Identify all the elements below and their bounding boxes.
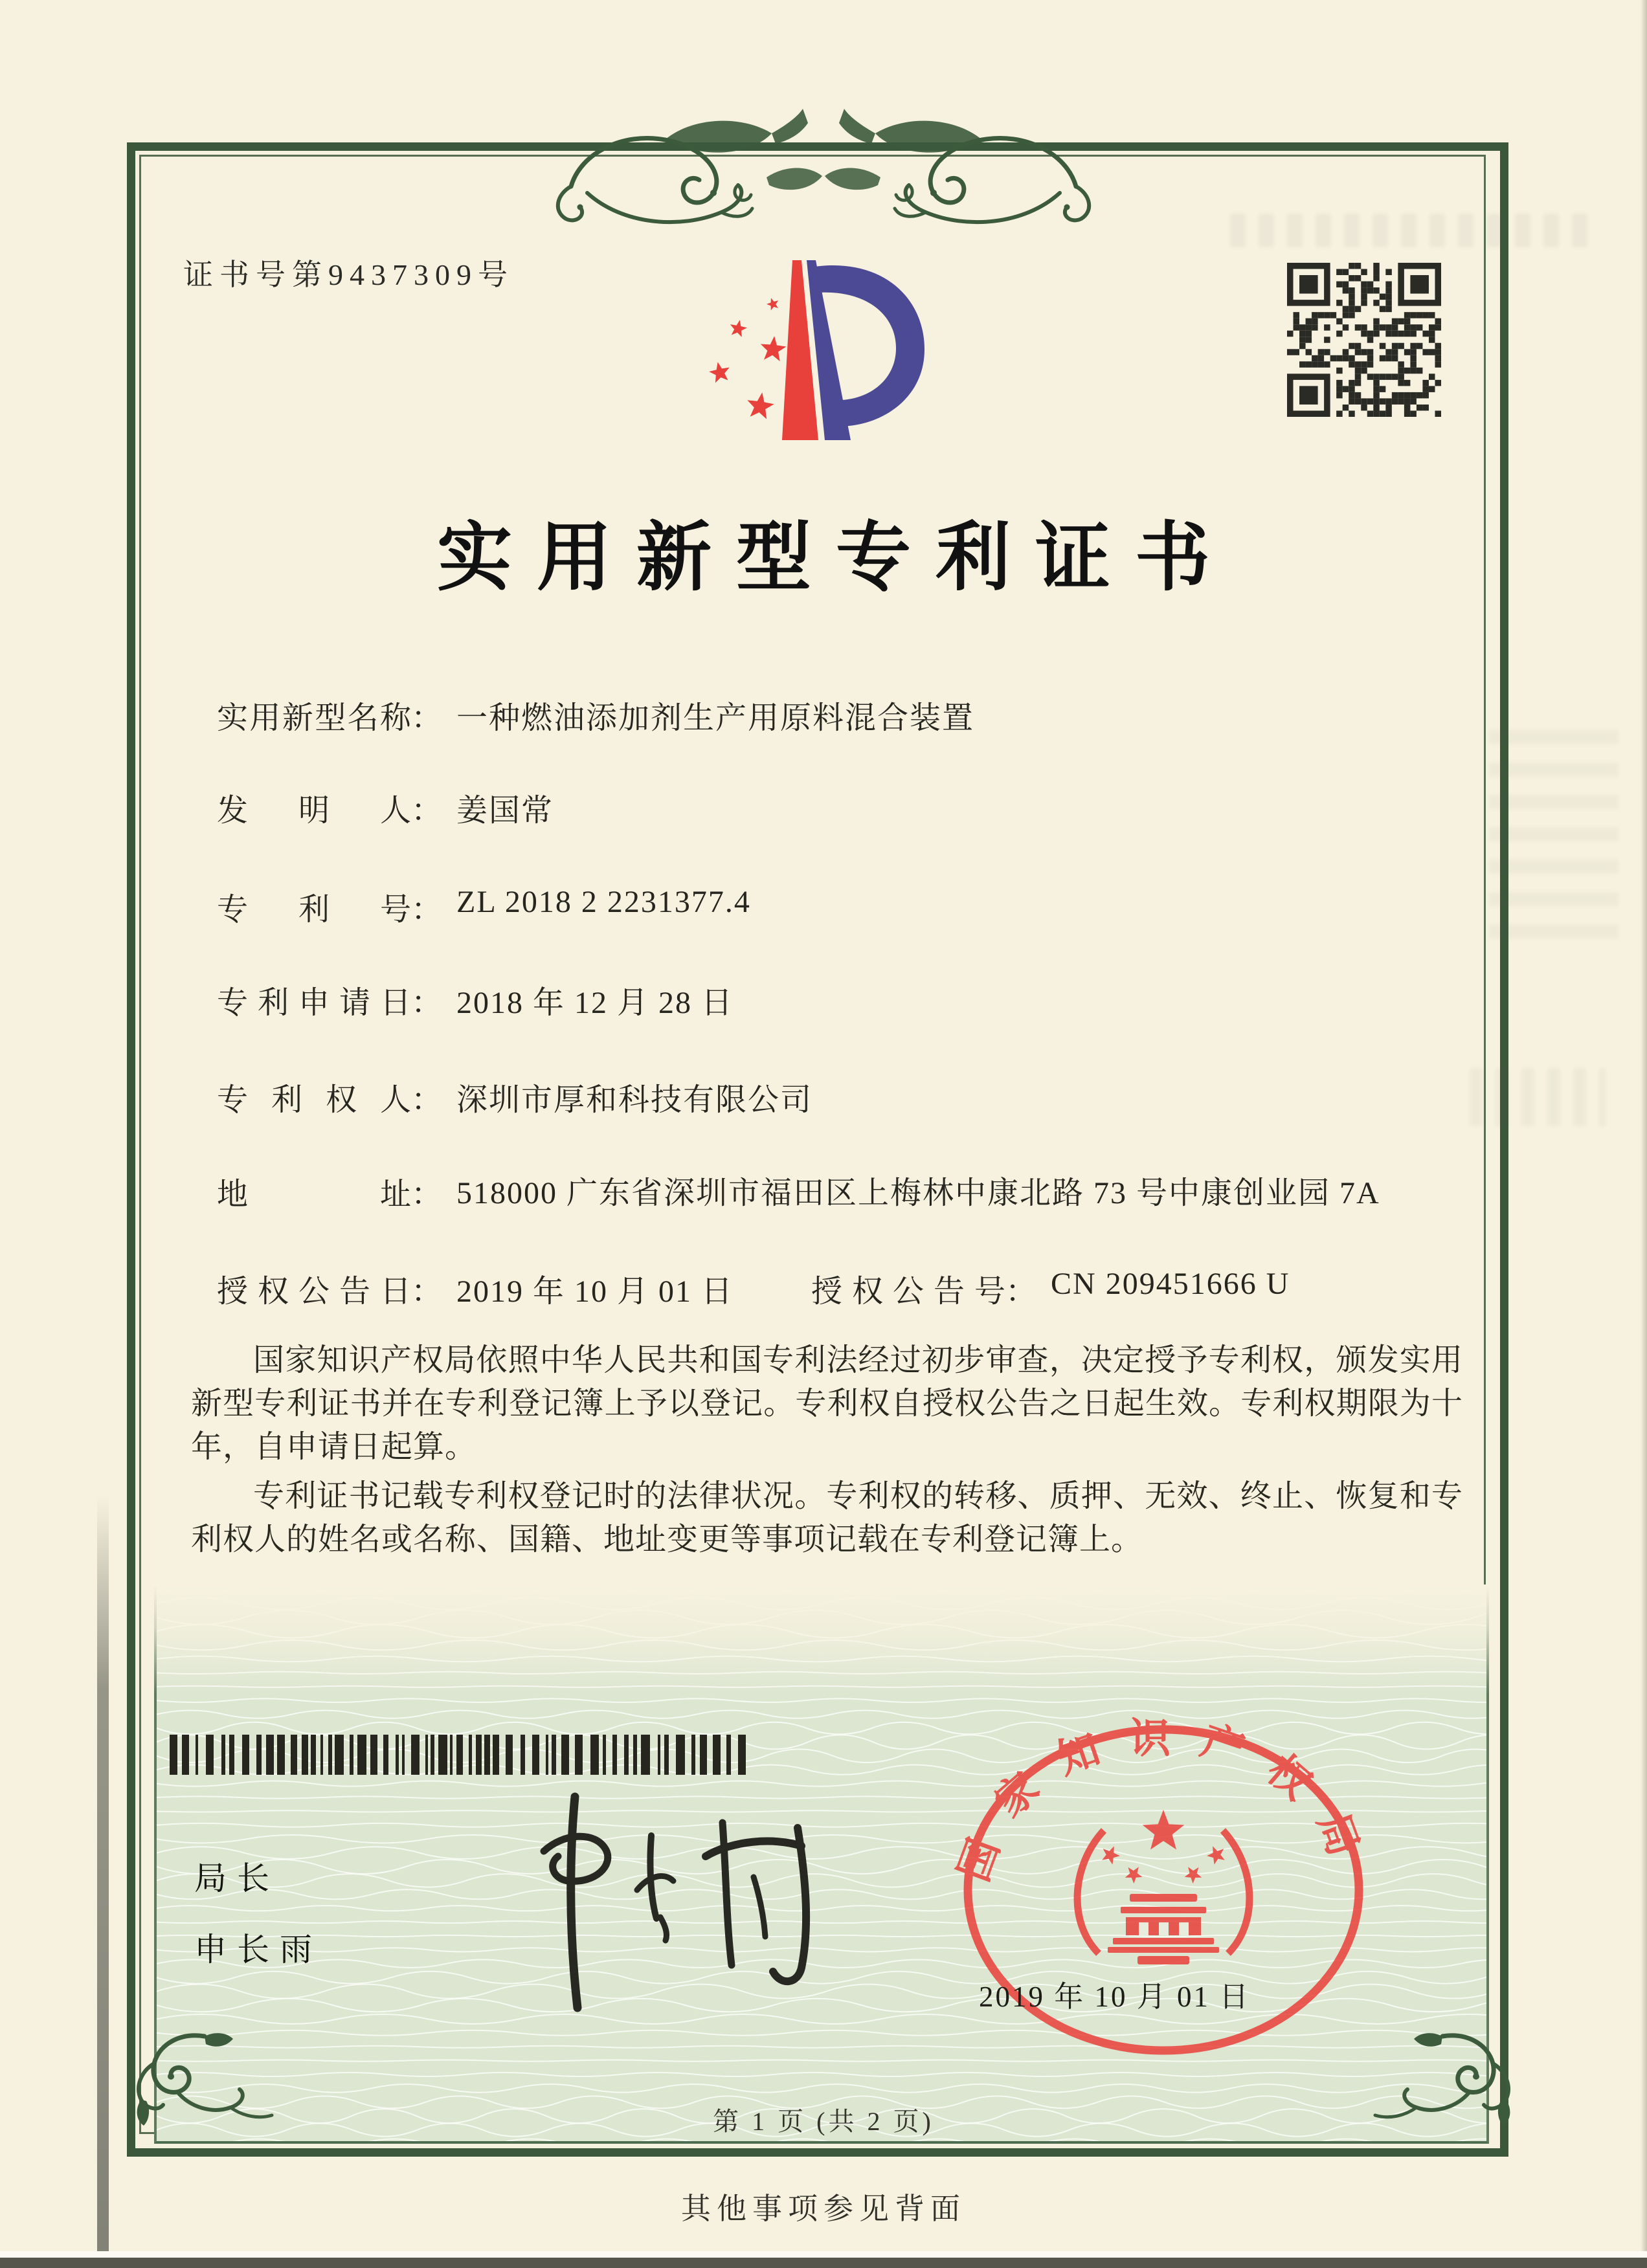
barcode-bar: [561, 1735, 569, 1775]
barcode-gap: [617, 1735, 624, 1775]
barcode-bar: [242, 1735, 249, 1775]
seal-date: 2019 年 10 月 01 日: [979, 1981, 1251, 2013]
field-label: 授权公告号: [811, 1274, 1005, 1309]
barcode-gap: [539, 1735, 546, 1775]
barcode-gap: [746, 1735, 753, 1775]
scan-edge-shadow-bottom: [0, 2258, 1647, 2268]
barcode-bar: [738, 1735, 746, 1775]
field-row-patent-no: [217, 884, 751, 929]
svg-text:国家知识产权局: [950, 1715, 1376, 1887]
barcode-gap: [569, 1735, 575, 1775]
field-row-filing-date: [217, 977, 734, 1022]
barcode-gap: [669, 1735, 676, 1775]
scan-edge-shadow-right: [1641, 0, 1647, 2268]
barcode-gap: [344, 1735, 350, 1775]
barcode-gap: [731, 1735, 738, 1775]
barcode-gap: [721, 1735, 726, 1775]
field-label: 发明人: [217, 794, 411, 828]
barcode-gap: [650, 1735, 658, 1775]
barcode-gap: [377, 1735, 383, 1775]
field-value: 姜国常: [456, 794, 554, 828]
barcode-gap: [388, 1735, 396, 1775]
barcode-gap: [629, 1735, 633, 1775]
barcode-gap: [513, 1735, 521, 1775]
barcode-bar: [506, 1735, 513, 1775]
barcode-gap: [249, 1735, 256, 1775]
barcode-gap: [214, 1735, 221, 1775]
barcode-bar: [484, 1735, 490, 1775]
field-row-address: [217, 1169, 1473, 1218]
page-title: 实用新型专利证书: [437, 515, 1235, 599]
scan-edge-white: [0, 2251, 1647, 2258]
barcode-bar: [493, 1735, 499, 1775]
field-label: 实用新型名称: [217, 701, 411, 735]
field-value: 2019 年 10 月 01 日: [456, 1274, 734, 1309]
field-row-grant-date: [217, 1266, 734, 1311]
cnipa-logo: [698, 252, 932, 447]
barcode-gap: [189, 1735, 196, 1775]
qr-code: [1287, 263, 1441, 417]
field-colon: ：: [411, 701, 443, 735]
barcode-gap: [606, 1735, 612, 1775]
certificate-number: 证书号第9437309号: [183, 258, 514, 291]
field-label: 专利号: [217, 893, 411, 927]
barcode-gap: [262, 1735, 266, 1775]
seal-text: 国家知识产权局: [950, 1715, 1377, 1887]
field-label: 授权公告日: [217, 1274, 411, 1309]
barcode-bar: [182, 1735, 189, 1775]
barcode-gap: [463, 1735, 469, 1775]
bleedthrough-smudge: [1489, 718, 1619, 939]
barcode-bar: [357, 1735, 366, 1775]
top-dragon-ornament: [552, 97, 1095, 233]
barcode-bar: [521, 1735, 525, 1775]
barcode-bar: [335, 1735, 344, 1775]
barcode-bar: [641, 1735, 650, 1775]
barcode-bar: [370, 1735, 377, 1775]
back-note: 其他事项参见背面: [681, 2192, 966, 2225]
barcode-gap: [556, 1735, 561, 1775]
barcode-bar: [713, 1735, 721, 1775]
barcode-bar: [291, 1735, 297, 1775]
field-row-patentee: [217, 1074, 812, 1119]
field-value: CN 209451666 U: [1051, 1267, 1290, 1301]
barcode-gap: [285, 1735, 291, 1775]
barcode-bar: [676, 1735, 685, 1775]
barcode-gap: [198, 1735, 206, 1775]
barcode-bar: [664, 1735, 669, 1775]
director-name: 申长雨: [194, 1931, 322, 1968]
barcode-bar: [624, 1735, 629, 1775]
barcode-gap: [405, 1735, 411, 1775]
legal-paragraph-1: 国家知识产权局依照中华人民共和国专利法经过初步审查，决定授予专利权，颁发实用新型专利证书并在专利登记簿上予以登记。专利权自授权公告之日起生效。专利权期限为十年，自申请日起算。: [191, 1343, 1463, 1464]
barcode: [170, 1735, 759, 1775]
field-value: 518000 广东省深圳市福田区上梅林中康北路 73 号中康创业园 7A: [456, 1176, 1380, 1210]
barcode-bar: [383, 1735, 388, 1775]
barcode-bar: [438, 1735, 447, 1775]
barcode-bar: [726, 1735, 731, 1775]
barcode-gap: [420, 1735, 425, 1775]
barcode-bar: [612, 1735, 617, 1775]
barcode-bar: [552, 1735, 556, 1775]
field-row-name: [217, 693, 974, 737]
guilloche-panel-fade: [154, 1584, 1489, 1695]
field-colon: ：: [1005, 1274, 1037, 1309]
field-row-inventor: [217, 785, 554, 830]
barcode-gap: [499, 1735, 506, 1775]
barcode-gap: [234, 1735, 242, 1775]
field-row-grant-no: [811, 1266, 1290, 1311]
logo-stars: [709, 298, 786, 419]
barcode-bar: [456, 1735, 463, 1775]
barcode-gap: [695, 1735, 700, 1775]
director-title: 局长: [194, 1860, 280, 1896]
bleedthrough-smudge: [1470, 1068, 1606, 1126]
barcode-bar: [302, 1735, 308, 1775]
barcode-bar: [266, 1735, 274, 1775]
field-value: 深圳市厚和科技有限公司: [456, 1083, 813, 1117]
barcode-bar: [411, 1735, 420, 1775]
director-signature: [499, 1773, 835, 2032]
page-indicator: 第 1 页 (共 2 页): [713, 2107, 934, 2136]
field-label: 专利申请日: [217, 986, 411, 1020]
barcode-bar: [170, 1735, 177, 1775]
barcode-gap: [323, 1735, 328, 1775]
barcode-gap: [707, 1735, 713, 1775]
field-label: 专利权人: [217, 1083, 411, 1117]
legal-paragraph-2: 专利证书记载专利权登记时的法律状况。专利权的转移、质押、无效、终止、恢复和专利权人的姓名或名称、国籍、地址变更等事项记载在专利登记簿上。: [191, 1479, 1463, 1557]
barcode-gap: [177, 1735, 182, 1775]
barcode-gap: [297, 1735, 302, 1775]
barcode-gap: [525, 1735, 532, 1775]
field-colon: ：: [411, 986, 443, 1020]
field-label: 地址: [217, 1177, 411, 1212]
barcode-bar: [532, 1735, 539, 1775]
scan-edge-shadow-left: [97, 1495, 109, 2268]
barcode-gap: [316, 1735, 320, 1775]
field-value: ZL 2018 2 2231377.4: [456, 885, 751, 919]
field-colon: ：: [411, 794, 443, 828]
bleedthrough-smudge: [1230, 214, 1593, 247]
barcode-bar: [476, 1735, 482, 1775]
field-colon: ：: [411, 1177, 443, 1212]
barcode-bar: [229, 1735, 234, 1775]
barcode-bar: [311, 1735, 316, 1775]
field-colon: ：: [411, 1274, 443, 1309]
barcode-bar: [700, 1735, 707, 1775]
barcode-bar: [575, 1735, 583, 1775]
national-emblem: [1077, 1810, 1249, 1964]
barcode-bar: [277, 1735, 285, 1775]
barcode-bar: [206, 1735, 214, 1775]
field-value: 一种燃油添加剂生产用原料混合装置: [456, 701, 975, 735]
field-colon: ：: [411, 1083, 443, 1117]
field-colon: ：: [411, 893, 443, 927]
barcode-bar: [256, 1735, 262, 1775]
field-value: 2018 年 12 月 28 日: [456, 986, 734, 1020]
barcode-bar: [590, 1735, 599, 1775]
barcode-gap: [685, 1735, 691, 1775]
barcode-gap: [583, 1735, 590, 1775]
